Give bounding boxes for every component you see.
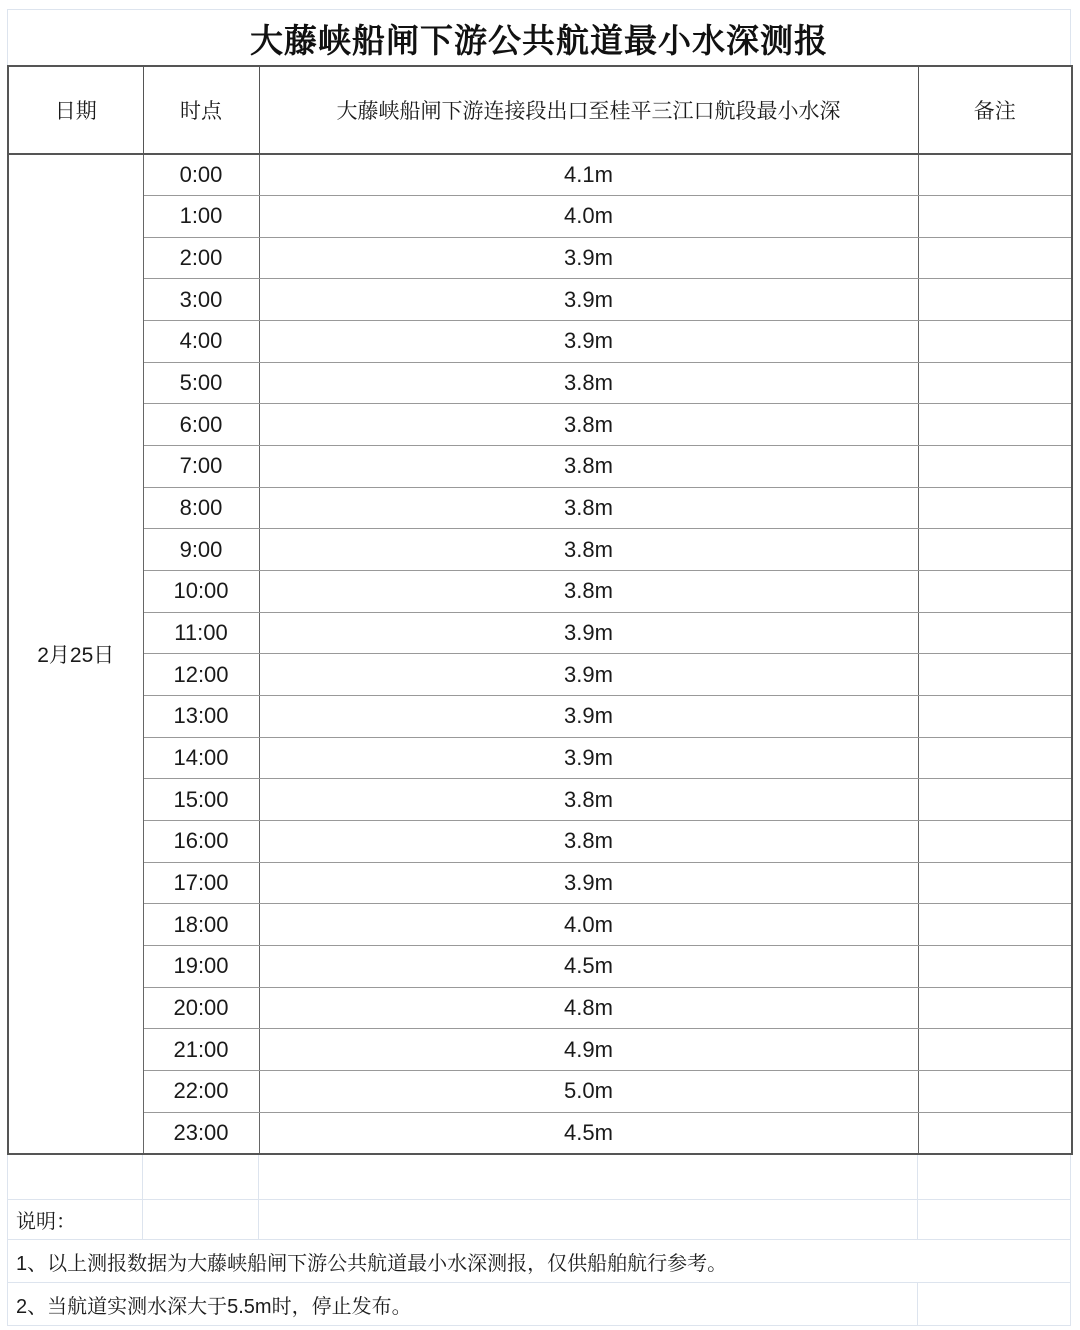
remark-cell [918, 571, 1072, 613]
notes-label: 说明： [8, 1200, 143, 1239]
time-cell: 15:00 [143, 779, 259, 821]
table-row [8, 196, 1072, 238]
remark-cell [918, 737, 1072, 779]
depth-cell: 3.9m [259, 737, 918, 779]
time-cell: 12:00 [143, 654, 259, 696]
depth-cell: 3.9m [259, 654, 918, 696]
time-cell: 18:00 [143, 904, 259, 946]
depth-cell: 3.8m [259, 404, 918, 446]
time-cell: 23:00 [143, 1112, 259, 1154]
time-cell: 5:00 [143, 362, 259, 404]
depth-cell: 3.8m [259, 821, 918, 863]
depth-cell: 3.8m [259, 571, 918, 613]
depth-cell: 3.9m [259, 862, 918, 904]
depth-cell: 4.9m [259, 1029, 918, 1071]
remark-cell [918, 904, 1072, 946]
depth-cell: 4.5m [259, 945, 918, 987]
remark-cell [918, 1070, 1072, 1112]
depth-cell: 4.8m [259, 987, 918, 1029]
table-row [8, 279, 1072, 321]
time-cell: 0:00 [143, 154, 259, 196]
time-cell: 19:00 [143, 945, 259, 987]
remark-cell [918, 529, 1072, 571]
table-row [8, 945, 1072, 987]
remark-cell [918, 1112, 1072, 1154]
depth-cell: 4.1m [259, 154, 918, 196]
note-1-text: 1、以上测报数据为大藤峡船闸下游公共航道最小水深测报，仅供船舶航行参考。 [16, 1252, 728, 1275]
time-cell: 13:00 [143, 696, 259, 738]
col-header-remark: 备注 [918, 66, 1072, 154]
remark-cell [918, 779, 1072, 821]
table-row [8, 154, 1072, 196]
depth-cell: 3.9m [259, 696, 918, 738]
time-cell: 17:00 [143, 862, 259, 904]
remark-cell [918, 237, 1072, 279]
remark-cell [918, 987, 1072, 1029]
table-row [8, 987, 1072, 1029]
notes-label-row [8, 1200, 1070, 1240]
depth-cell: 3.8m [259, 529, 918, 571]
depth-cell: 5.0m [259, 1070, 918, 1112]
table-row [8, 529, 1072, 571]
depth-forecast-table [7, 65, 1073, 1155]
table-row [8, 362, 1072, 404]
table-row [8, 1112, 1072, 1154]
depth-cell: 3.9m [259, 321, 918, 363]
depth-cell: 3.8m [259, 779, 918, 821]
table-row [8, 446, 1072, 488]
time-cell: 11:00 [143, 612, 259, 654]
blank-row [8, 1155, 1070, 1200]
time-cell: 2:00 [143, 237, 259, 279]
table-row [8, 779, 1072, 821]
table-row [8, 862, 1072, 904]
remark-cell [918, 446, 1072, 488]
col-header-depth: 大藤峡船闸下游连接段出口至桂平三江口航段最小水深 [259, 66, 918, 154]
table-row [8, 571, 1072, 613]
remark-cell [918, 862, 1072, 904]
time-cell: 1:00 [143, 196, 259, 238]
remark-cell [918, 945, 1072, 987]
notes-section [7, 1155, 1071, 1326]
time-cell: 8:00 [143, 487, 259, 529]
time-cell: 10:00 [143, 571, 259, 613]
col-header-time: 时点 [143, 66, 259, 154]
table-row [8, 1029, 1072, 1071]
table-row [8, 404, 1072, 446]
remark-cell [918, 196, 1072, 238]
remark-cell [918, 404, 1072, 446]
remark-cell [918, 654, 1072, 696]
depth-cell: 3.9m [259, 237, 918, 279]
remark-cell [918, 154, 1072, 196]
remark-cell [918, 1029, 1072, 1071]
remark-cell [918, 321, 1072, 363]
table-row [8, 654, 1072, 696]
note-2-text: 2、当航道实测水深大于5.5m时，停止发布。 [8, 1283, 918, 1325]
table-row [8, 737, 1072, 779]
table-row [8, 321, 1072, 363]
table-row [8, 821, 1072, 863]
remark-cell [918, 279, 1072, 321]
date-cell: 2月25日 [8, 154, 143, 1154]
table-row [8, 696, 1072, 738]
depth-cell: 3.9m [259, 612, 918, 654]
remark-cell [918, 696, 1072, 738]
depth-cell: 4.0m [259, 904, 918, 946]
depth-cell: 3.8m [259, 362, 918, 404]
time-cell: 20:00 [143, 987, 259, 1029]
page-title: 大藤峡船闸下游公共航道最小水深测报 [7, 9, 1071, 66]
table-row [8, 237, 1072, 279]
table-row [8, 612, 1072, 654]
time-cell: 14:00 [143, 737, 259, 779]
depth-cell: 3.8m [259, 487, 918, 529]
depth-cell: 4.5m [259, 1112, 918, 1154]
time-cell: 4:00 [143, 321, 259, 363]
time-cell: 22:00 [143, 1070, 259, 1112]
time-cell: 21:00 [143, 1029, 259, 1071]
depth-cell: 3.8m [259, 446, 918, 488]
time-cell: 6:00 [143, 404, 259, 446]
time-cell: 9:00 [143, 529, 259, 571]
table-row [8, 1070, 1072, 1112]
remark-cell [918, 487, 1072, 529]
depth-cell: 4.0m [259, 196, 918, 238]
note-row-2 [8, 1283, 1070, 1326]
remark-cell [918, 612, 1072, 654]
table-row [8, 904, 1072, 946]
depth-cell: 3.9m [259, 279, 918, 321]
remark-cell [918, 821, 1072, 863]
time-cell: 16:00 [143, 821, 259, 863]
time-cell: 7:00 [143, 446, 259, 488]
col-header-date: 日期 [8, 66, 143, 154]
note-row-1 [8, 1240, 1070, 1283]
header-row [8, 66, 1072, 154]
table-row [8, 487, 1072, 529]
remark-cell [918, 362, 1072, 404]
time-cell: 3:00 [143, 279, 259, 321]
